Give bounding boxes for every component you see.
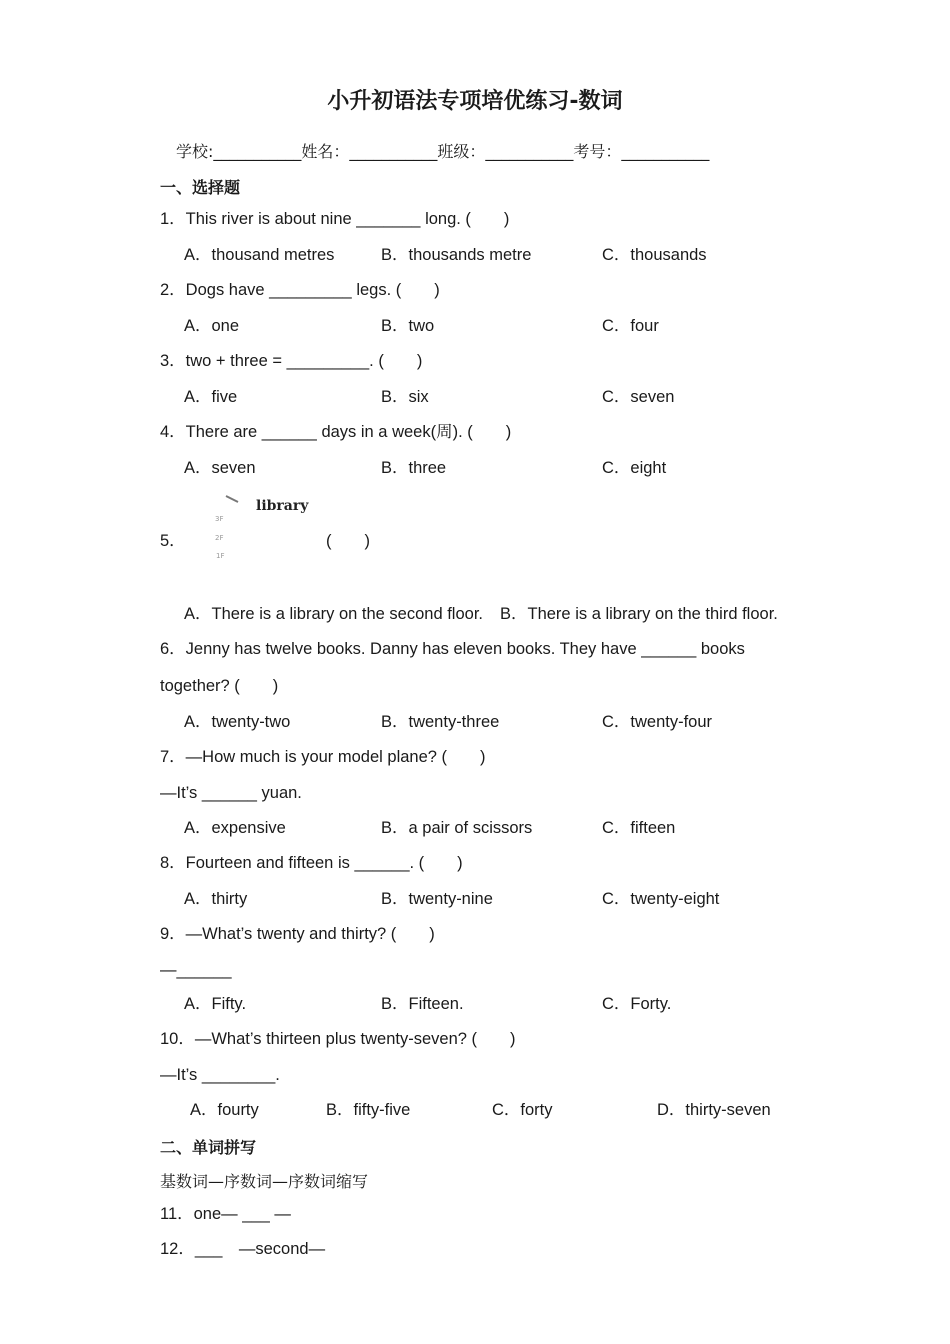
question-8-option-c[interactable]: C．twenty-eight bbox=[602, 890, 720, 908]
figure-floor-2f: 2F bbox=[215, 534, 224, 542]
question-11: 11．one— ___ — bbox=[160, 1205, 291, 1223]
question-1-option-a[interactable]: A．thousand metres bbox=[184, 246, 335, 264]
question-4-stem: 4．There are ______ days in a week(周). ( ) bbox=[160, 423, 512, 441]
question-2-option-a[interactable]: A．one bbox=[184, 317, 240, 335]
question-9-option-b[interactable]: B．Fifteen. bbox=[381, 995, 464, 1013]
question-5-answer-paren: ( ) bbox=[326, 532, 370, 550]
section-heading-spelling: 二、单词拼写 bbox=[160, 1138, 257, 1157]
question-1-option-c[interactable]: C．thousands bbox=[602, 246, 707, 264]
question-7-stem-line1: 7．—How much is your model plane? ( ) bbox=[160, 748, 486, 766]
question-10-option-c[interactable]: C．forty bbox=[492, 1101, 553, 1119]
question-9-stem-line1: 9．—What’s twenty and thirty? ( ) bbox=[160, 925, 435, 943]
figure-floor-1f: 1F bbox=[216, 552, 225, 560]
question-4-option-b[interactable]: B．three bbox=[381, 459, 447, 477]
library-floor-figure bbox=[212, 494, 312, 564]
question-10-stem-line1: 10．—What’s thirteen plus twenty-seven? ( ) bbox=[160, 1030, 516, 1048]
question-8-option-a[interactable]: A．thirty bbox=[184, 890, 248, 908]
page-title: 小升初语法专项培优练习-数词 bbox=[327, 89, 623, 114]
question-10-option-a[interactable]: A．fourty bbox=[190, 1101, 259, 1119]
question-10-stem-line2: —It’s ________. bbox=[160, 1066, 280, 1084]
section-heading-choice: 一、选择题 bbox=[160, 178, 241, 197]
question-9-option-a[interactable]: A．Fifty. bbox=[184, 995, 247, 1013]
question-3-stem: 3．two + three = _________. ( ) bbox=[160, 352, 423, 370]
question-6-stem-line1: 6．Jenny has twelve books. Danny has eleven books. They have ______ books bbox=[160, 640, 745, 658]
question-9-stem-line2: —______ bbox=[160, 961, 232, 979]
question-12: 12．___ —second— bbox=[160, 1240, 326, 1258]
question-6-stem-line2: together? ( ) bbox=[160, 677, 279, 695]
question-7-stem-line2: —It’s ______ yuan. bbox=[160, 784, 302, 802]
question-4-option-a[interactable]: A．seven bbox=[184, 459, 256, 477]
figure-floor-3f: 3F bbox=[215, 515, 224, 523]
student-info-line: 学校:___________姓名：___________班级：___________考号：___________ bbox=[176, 142, 710, 161]
question-3-option-a[interactable]: A．five bbox=[184, 388, 238, 406]
section-2-instruction: 基数词—序数词—序数词缩写 bbox=[160, 1172, 369, 1191]
question-10-option-b[interactable]: B．fifty-five bbox=[326, 1101, 411, 1119]
question-6-option-a[interactable]: A．twenty-two bbox=[184, 713, 291, 731]
figure-arrow bbox=[226, 496, 238, 502]
question-4-option-c[interactable]: C．eight bbox=[602, 459, 667, 477]
question-6-option-b[interactable]: B．twenty-three bbox=[381, 713, 500, 731]
question-2-stem: 2．Dogs have _________ legs. ( ) bbox=[160, 281, 440, 299]
question-3-option-b[interactable]: B．six bbox=[381, 388, 429, 406]
question-5-number: 5． bbox=[160, 532, 186, 550]
question-5-option-b[interactable]: B．There is a library on the third floor. bbox=[500, 605, 778, 623]
question-10-option-d[interactable]: D．thirty-seven bbox=[657, 1101, 771, 1119]
question-9-option-c[interactable]: C．Forty. bbox=[602, 995, 672, 1013]
question-5-option-a[interactable]: A．There is a library on the second floor. bbox=[184, 605, 483, 623]
question-2-option-c[interactable]: C．four bbox=[602, 317, 659, 335]
question-1-option-b[interactable]: B．thousands metre bbox=[381, 246, 532, 264]
question-2-option-b[interactable]: B．two bbox=[381, 317, 435, 335]
question-7-option-b[interactable]: B．a pair of scissors bbox=[381, 819, 533, 837]
question-7-option-c[interactable]: C．fifteen bbox=[602, 819, 676, 837]
question-6-option-c[interactable]: C．twenty-four bbox=[602, 713, 713, 731]
question-8-stem: 8．Fourteen and fifteen is ______. ( ) bbox=[160, 854, 463, 872]
question-1-stem: 1．This river is about nine _______ long. ( ) bbox=[160, 210, 510, 228]
question-7-option-a[interactable]: A．expensive bbox=[184, 819, 286, 837]
figure-label-library: library bbox=[256, 498, 309, 514]
question-8-option-b[interactable]: B．twenty-nine bbox=[381, 890, 493, 908]
question-3-option-c[interactable]: C．seven bbox=[602, 388, 675, 406]
